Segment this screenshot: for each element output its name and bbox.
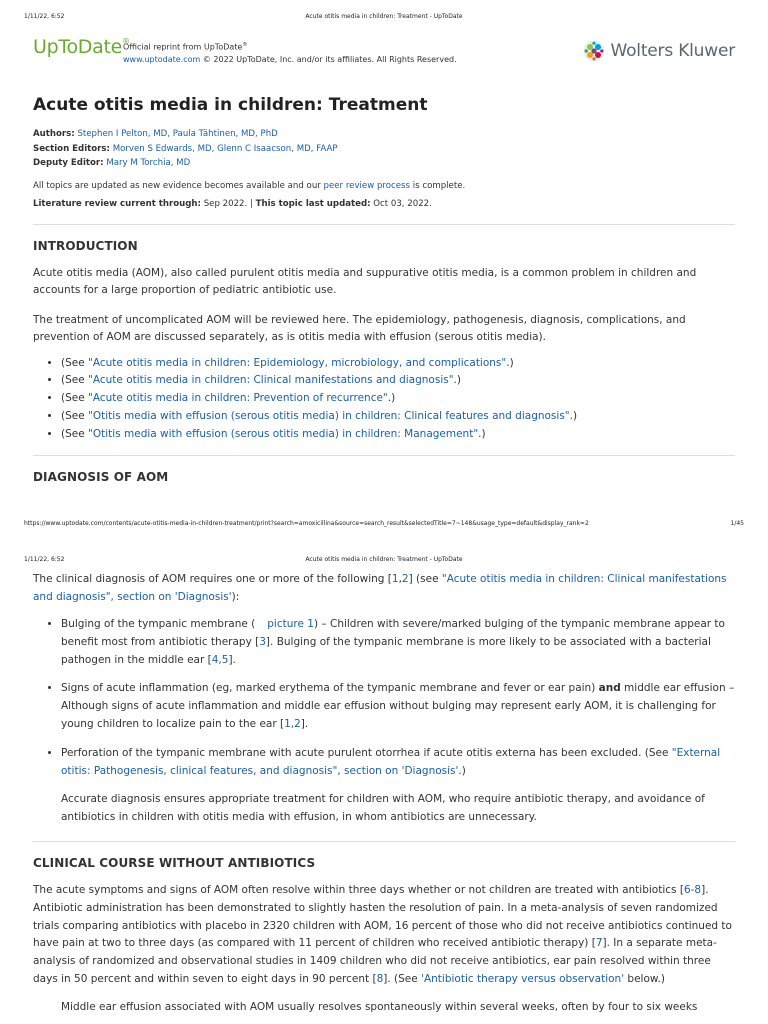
print-datetime: 1/11/22, 6:52 bbox=[24, 556, 65, 563]
picture-link[interactable]: picture 1 bbox=[267, 618, 314, 630]
uptodate-site-link[interactable]: www.uptodate.com bbox=[123, 54, 201, 64]
uptodate-logo[interactable]: UpToDate® bbox=[33, 36, 130, 58]
section-heading-diagnosis: DIAGNOSIS OF AOM bbox=[33, 470, 169, 485]
peer-review-link[interactable]: peer review process bbox=[323, 180, 411, 191]
print-doc-title: Acute otitis media in children: Treatment - UpToDate bbox=[305, 13, 463, 20]
reference-link[interactable]: 1 bbox=[391, 573, 399, 585]
reference-link[interactable]: 8 bbox=[376, 972, 384, 985]
list-item: • (See "Acute otitis media in children: Prevention of recurrence".) bbox=[61, 390, 735, 408]
diagnosis-accuracy-note: Accurate diagnosis ensures appropriate treatment for children with AOM, who require antibiotic therapy, and avoidance of antibiotics in children with otitis media with effusion, in whom antibiotics are unnecessary. bbox=[61, 793, 705, 824]
print-datetime: 1/11/22, 6:52 bbox=[24, 13, 65, 20]
list-item: • (See "Otitis media with effusion (serous otitis media) in children: Management".) bbox=[61, 426, 735, 444]
section-link[interactable]: 'Antibiotic therapy versus observation' bbox=[421, 972, 625, 985]
authors-link[interactable]: Stephen I Pelton, MD, Paula Tähtinen, MD, PhD bbox=[77, 129, 278, 139]
section-heading-clinical-course: CLINICAL COURSE WITHOUT ANTIBIOTICS bbox=[33, 855, 316, 870]
related-topic-link[interactable]: "Acute otitis media in children: Clinical manifestations and diagnosis", section on 'Diagnosis' bbox=[33, 573, 727, 603]
diagnosis-criteria-list bbox=[33, 616, 735, 780]
list-item: • (See "Otitis media with effusion (serous otitis media) in children: Clinical features and diagnosis".) bbox=[61, 408, 735, 426]
effusion-paragraph: Middle ear effusion associated with AOM usually resolves spontaneously within several weeks, often by four to six weeks bbox=[61, 1000, 698, 1013]
page-title: Acute otitis media in children: Treatment bbox=[33, 95, 428, 115]
publisher-name: Wolters Kluwer bbox=[610, 41, 735, 61]
print-url: https://www.uptodate.com/contents/acute-otitis-media-in-children-treatment/print?search=amoxicillina&source=search_result&selectedTitle=7~148&usage_type=default&display_rank=2 bbox=[24, 520, 589, 527]
divider bbox=[33, 455, 735, 456]
section-editors-link[interactable]: Morven S Edwards, MD, Glenn C Isaacson, MD, FAAP bbox=[112, 143, 338, 154]
brand-row bbox=[33, 36, 735, 66]
reference-link[interactable]: 6-8 bbox=[683, 883, 702, 896]
clinical-course-paragraph: The acute symptoms and signs of AOM often resolve within three days whether or not children are treated with antibiotics [6-8]. Antibiotic administration has been demonstrated to slightly hasten the resolution of pain. In a meta-analysis of seven randomized trials comparing antibiotics with placebo in 2320 children with AOM, 16 percent of those who did not receive antibiotics continued to have pain at two to three days (as compared with 11 percent of children who received antibiotic therapy) [7]. In a separate meta-analysis of randomized and observational studies in 1409 children who did not receive antibiotics, ear pain resolved within three days in 50 percent and within seven to eight days in 90 percent [8]. (See 'Antibiotic therapy versus observation' below.) bbox=[33, 883, 732, 985]
reference-link[interactable]: 1,2 bbox=[284, 717, 301, 730]
update-note: All topics are updated as new evidence becomes available and our peer review process is complete. bbox=[33, 180, 466, 191]
page-1-content bbox=[33, 95, 735, 484]
page-number: 1/45 bbox=[730, 520, 744, 527]
related-topic-link[interactable]: "External otitis: Pathogenesis, clinical features, and diagnosis", section on 'Diagnosis' bbox=[61, 746, 721, 777]
list-item: • (See "Acute otitis media in children: Epidemiology, microbiology, and complications".) bbox=[61, 355, 735, 373]
list-item: • (See "Acute otitis media in children: Clinical manifestations and diagnosis".) bbox=[61, 372, 735, 390]
list-item: • Bulging of the tympanic membrane ( picture 1) – Children with severe/marked bulging of the tympanic membrane appear to benefit most from antibiotic therapy [3]. Bulging of the tympanic membrane is more likely to be associated with a bacterial pathogen in the middle ear [4,5]. bbox=[61, 616, 735, 669]
print-doc-title: Acute otitis media in children: Treatment - UpToDate bbox=[305, 556, 463, 563]
related-topic-link[interactable]: "Otitis media with effusion (serous otitis media) in children: Management" bbox=[88, 427, 479, 440]
related-topic-link[interactable]: "Acute otitis media in children: Clinical manifestations and diagnosis" bbox=[88, 374, 454, 387]
article-meta: Authors: Stephen I Pelton, MD, Paula Tähtinen, MD, PhD Section Editors: Morven S Edwards, MD, Glenn C Isaacson, MD, FAAP Deputy Editor: Mary M Torchia, MD bbox=[33, 129, 338, 168]
wolters-kluwer-logo[interactable] bbox=[583, 38, 735, 64]
diagnosis-intro: The clinical diagnosis of AOM requires one or more of the following [1,2] (see "Acute otitis media in children: Clinical manifestations and diagnosis", section on 'Diagnosis'): bbox=[33, 573, 727, 603]
intro-paragraph-1: Acute otitis media (AOM), also called purulent otitis media and suppurative otitis media, is a common problem in children and accounts for a large proportion of pediatric antibiotic use. bbox=[33, 266, 697, 296]
review-dates: Literature review current through: Sep 2022. | This topic last updated: Oct 03, 2022. bbox=[33, 198, 432, 209]
page-2-content bbox=[33, 571, 735, 1017]
related-topic-link[interactable]: "Acute otitis media in children: Prevention of recurrence" bbox=[88, 392, 388, 405]
deputy-editor-link[interactable]: Mary M Torchia, MD bbox=[106, 158, 191, 168]
reference-link[interactable]: 7 bbox=[595, 937, 603, 950]
list-item: • Signs of acute inflammation (eg, marked erythema of the tympanic membrane and fever or ear pain) and middle ear effusion – Although signs of acute inflammation and middle ear effusion without bulging may represent early AOM, it is challenging for young children to localize pain to the ear [1,2]. bbox=[61, 680, 735, 733]
related-topics-list bbox=[33, 355, 735, 444]
reference-link[interactable]: 3 bbox=[259, 635, 266, 648]
list-item: • Perforation of the tympanic membrane with acute purulent otorrhea if acute otitis externa has been excluded. (See "External otitis: Pathogenesis, clinical features, and diagnosis", section on 'Diagnosis'.) bbox=[61, 745, 735, 781]
reference-link[interactable]: 2 bbox=[401, 573, 409, 585]
intro-paragraph-2: The treatment of uncomplicated AOM will be reviewed here. The epidemiology, pathogenesis, diagnosis, complications, and prevention of AOM are discussed separately, as is otitis media with effusion (serous otitis media). bbox=[33, 313, 686, 343]
related-topic-link[interactable]: "Acute otitis media in children: Epidemiology, microbiology, and complications" bbox=[88, 356, 507, 369]
divider bbox=[33, 841, 735, 842]
reprint-notice: Official reprint from UpToDate® www.uptodate.com © 2022 UpToDate, Inc. and/or its affiliates. All Rights Reserved. bbox=[123, 42, 457, 64]
divider bbox=[33, 224, 735, 225]
wolters-kluwer-globe-icon bbox=[583, 40, 605, 62]
related-topic-link[interactable]: "Otitis media with effusion (serous otitis media) in children: Clinical features and diagnosis" bbox=[88, 409, 570, 422]
reference-link[interactable]: 4,5 bbox=[211, 653, 229, 666]
section-heading-introduction: INTRODUCTION bbox=[33, 238, 138, 253]
